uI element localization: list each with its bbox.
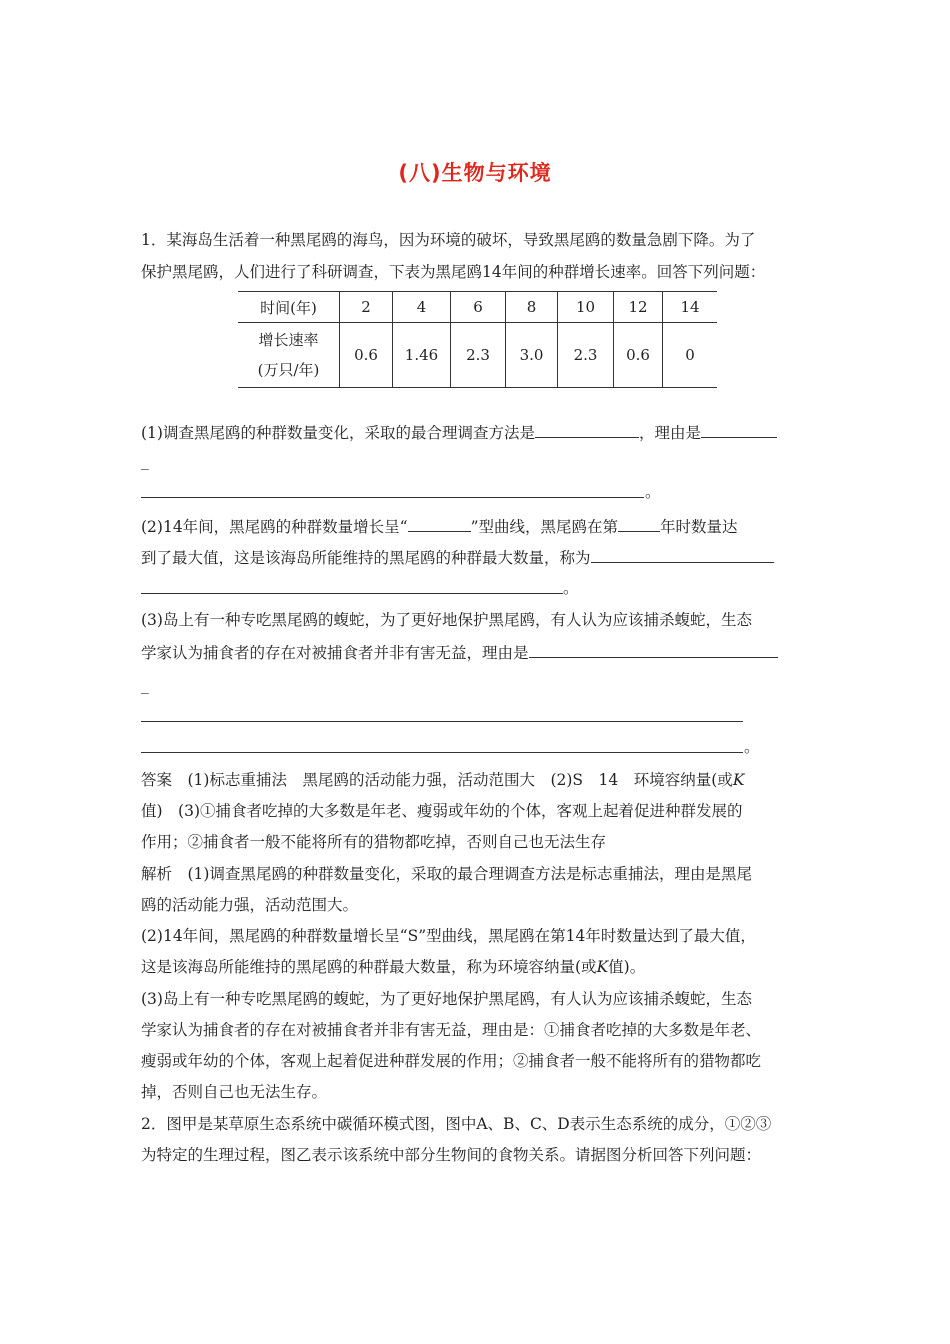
answer-blank-capacity[interactable] [591, 546, 774, 563]
q1-part2-text-b: ”型曲线，黑尾鸥在第 [470, 518, 619, 536]
table-cell-year: 4 [393, 292, 451, 323]
analysis-line1: 解析 (1)调查黑尾鸥的种群数量变化，采取的最合理调查方法是标志重捕法，理由是黑尾 [141, 865, 752, 883]
table-cell-year: 12 [614, 292, 663, 323]
table-cell-rate: 3.0 [506, 323, 558, 388]
table-rate-row [238, 323, 717, 388]
table-cell-year: 8 [506, 292, 558, 323]
answer-blank-method[interactable] [535, 421, 639, 438]
table-cell-rate: 0 [663, 323, 718, 388]
answer-text-a: 答案 (1)标志重捕法 黑尾鸥的活动能力强，活动范围大 (2)S 14 环境容纳量(或 [141, 771, 733, 789]
q1-part1-end: 。 [645, 483, 661, 501]
q1-part1-dash: _ [141, 452, 149, 470]
analysis-text-b: 值)。 [608, 958, 646, 976]
q1-part3-end: 。 [744, 738, 760, 756]
analysis-text-a: 这是该海岛所能维持的黑尾鸥的种群最大数量，称为环境容纳量(或 [141, 958, 597, 976]
analysis-line5: (3)岛上有一种专吃黑尾鸥的蝮蛇，为了更好地保护黑尾鸥，有人认为应该捕杀蝮蛇，生态 [141, 990, 752, 1008]
table-cell-year: 14 [663, 292, 718, 323]
q1-part3-line2 [141, 641, 778, 663]
table-cell-rate: 2.3 [558, 323, 614, 388]
q1-part2-end: 。 [563, 579, 579, 597]
answer-blank-year[interactable] [618, 515, 660, 532]
q1-part2-line2 [141, 546, 774, 568]
row-label-line2: (万只/年) [257, 361, 320, 379]
growth-rate-table [238, 291, 717, 388]
answer-line2: 值) (3)①捕食者吃掉的大多数是年老、瘦弱或年幼的个体，客观上起着促进种群发展的 [141, 802, 743, 820]
answer-blank-predator-reason[interactable] [529, 641, 778, 658]
answer-blank-reason[interactable] [701, 421, 777, 438]
table-cell-rate: 0.6 [614, 323, 663, 388]
q1-part2-text-a: (2)14年间，黑尾鸥的种群数量增长呈“ [141, 518, 408, 536]
table-row-label [238, 323, 340, 388]
q1-part1-line [141, 421, 777, 443]
q1-part3-text: 学家认为捕食者的存在对被捕食者并非有害无益，理由是 [141, 644, 529, 662]
analysis-line7: 瘦弱或年幼的个体，客观上起着促进种群发展的作用；②捕食者一般不能将所有的猎物都吃 [141, 1052, 762, 1070]
table-cell-year: 6 [451, 292, 506, 323]
table-header-label: 时间(年) [238, 292, 340, 323]
answer-line1 [141, 770, 744, 790]
answer-line-predator-1[interactable] [141, 721, 743, 722]
analysis-line4 [141, 957, 645, 977]
table-cell-rate: 0.6 [340, 323, 393, 388]
table-cell-rate: 1.46 [393, 323, 451, 388]
q1-part3-line1: (3)岛上有一种专吃黑尾鸥的蝮蛇，为了更好地保护黑尾鸥，有人认为应该捕杀蝮蛇，生态 [141, 611, 752, 629]
q1-stem-line2: 保护黑尾鸥，人们进行了科研调查，下表为黑尾鸥14年间的种群增长速率。回答下列问题： [141, 263, 766, 281]
q1-part1-text-a: (1)调查黑尾鸥的种群数量变化，采取的最合理调查方法是 [141, 424, 535, 442]
analysis-k-symbol: K [596, 958, 609, 976]
table-cell-year: 10 [558, 292, 614, 323]
answer-k-symbol: K [732, 771, 745, 789]
q1-stem-line1: 1．某海岛生活着一种黑尾鸥的海鸟，因为环境的破坏，导致黑尾鸥的数量急剧下降。为了 [141, 231, 756, 249]
table-cell-rate: 2.3 [451, 323, 506, 388]
answer-blank-curve-type[interactable] [408, 515, 471, 532]
page-title: (八)生物与环境 [398, 161, 552, 185]
analysis-line6: 学家认为捕食者的存在对被捕食者并非有害无益，理由是：①捕食者吃掉的大多数是年老、 [141, 1021, 762, 1039]
answer-line-capacity[interactable] [141, 593, 563, 594]
q1-part2-text-d: 到了最大值，这是该海岛所能维持的黑尾鸥的种群最大数量，称为 [141, 549, 591, 567]
answer-line3: 作用；②捕食者一般不能将所有的猎物都吃掉，否则自己也无法生存 [141, 833, 607, 851]
q2-line2: 为特定的生理过程，图乙表示该系统中部分生物间的食物关系。请据图分析回答下列问题： [141, 1146, 762, 1164]
analysis-line3: (2)14年间，黑尾鸥的种群数量增长呈“S”型曲线，黑尾鸥在第14年时数量达到了最大值， [141, 927, 756, 945]
answer-line-predator-2[interactable] [141, 752, 743, 753]
table-header-row [238, 292, 717, 323]
answer-line-reason[interactable] [141, 497, 644, 498]
q2-line1: 2．图甲是某草原生态系统中碳循环模式图，图中A、B、C、D表示生态系统的成分，①②③ [141, 1115, 772, 1133]
row-label-line1: 增长速率 [258, 331, 319, 349]
analysis-line8: 掉，否则自己也无法生存。 [141, 1083, 328, 1101]
q1-part2-line1 [141, 515, 738, 537]
table-cell-year: 2 [340, 292, 393, 323]
q1-part2-text-c: 年时数量达 [660, 518, 738, 536]
q1-part3-dash: _ [141, 676, 149, 694]
q1-part1-text-b: ，理由是 [638, 424, 701, 442]
analysis-line2: 鸥的活动能力强，活动范围大。 [141, 896, 359, 914]
